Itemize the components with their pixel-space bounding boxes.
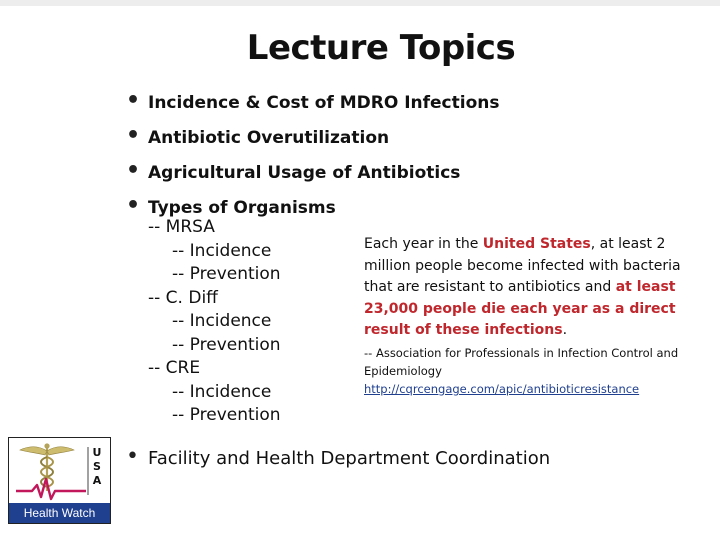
organism-item: -- MRSA [148, 217, 215, 237]
logo-letter: U [92, 446, 102, 459]
organism-subitem: -- Incidence [172, 240, 272, 261]
topic-bullet: • Incidence & Cost of MDRO Infections [128, 90, 500, 125]
quote-highlight: United States [482, 236, 591, 252]
organism-item: -- CRE [148, 358, 201, 378]
top-band [0, 0, 720, 6]
logo-letter: A [92, 474, 102, 487]
quote-text: . [562, 322, 568, 339]
source-link[interactable]: http://cqrcengage.com/apic/antibioticresistance [364, 382, 640, 396]
source-text: -- Association for Professionals in Infection Control and Epidemiology [364, 346, 679, 378]
topic-list [128, 90, 500, 230]
organism-subitem: -- Incidence [172, 381, 272, 402]
organism-subitem: -- Incidence [172, 311, 272, 331]
topic-bullet: • Agricultural Usage of Antibiotics [128, 160, 500, 195]
quote-highlight: at least 23,000 people die each year as a direct result of these infections [364, 279, 676, 339]
organism-item: -- C. Diff [148, 287, 218, 308]
topic-bullet: • Facility and Health Department Coordination [128, 446, 550, 472]
topic-bullet: • Types of Organisms [128, 195, 500, 230]
quote-text: Each year in the [364, 236, 483, 252]
health-watch-logo [8, 437, 111, 524]
topic-bullet: • Antibiotic Overutilization [128, 125, 500, 160]
logo-letters [89, 446, 105, 488]
organism-subitem: -- Prevention [172, 264, 281, 284]
quote-text: , at least 2 million people become infected with bacteria that are resistant to antibiotics and [364, 236, 681, 296]
organism-subitem: -- Prevention [172, 334, 281, 355]
organism-subitem: -- Prevention [172, 405, 281, 425]
logo-label: Health Watch [9, 503, 110, 523]
organism-sublist [148, 216, 281, 428]
statistic-quote [364, 234, 694, 342]
quote-source [364, 344, 694, 398]
logo-letter: S [93, 460, 101, 473]
slide-title: Lecture Topics [246, 28, 516, 68]
